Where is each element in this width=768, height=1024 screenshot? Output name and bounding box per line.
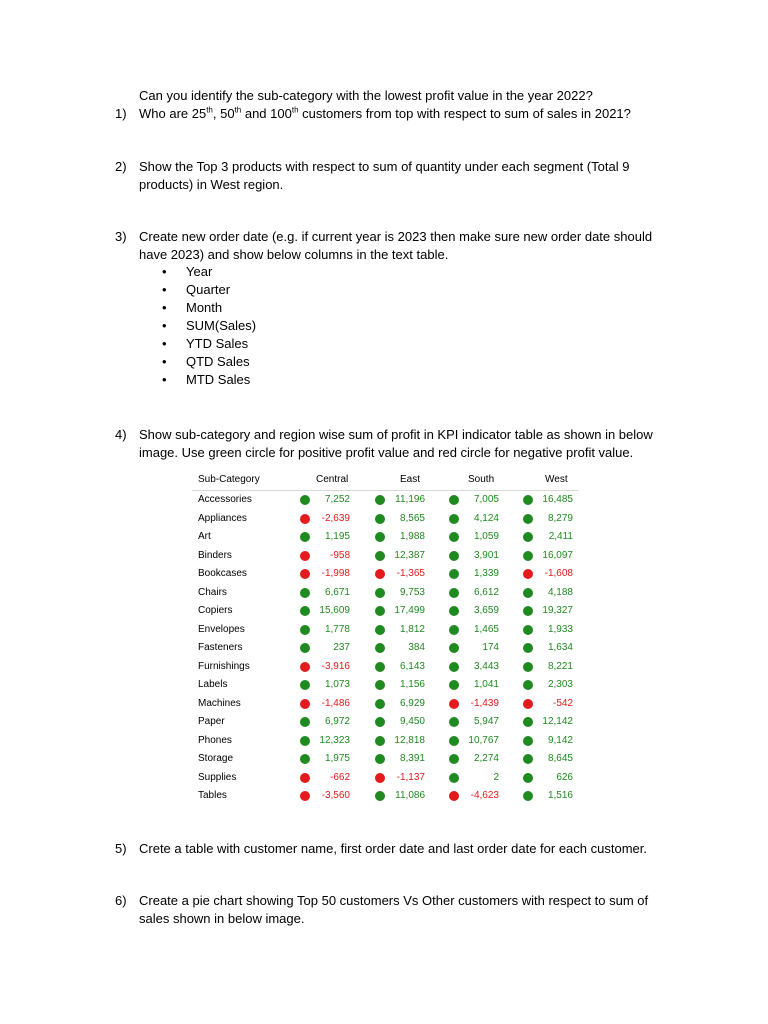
profit-cell xyxy=(523,549,583,563)
green-circle-icon xyxy=(523,717,533,727)
profit-value: 2 xyxy=(493,771,499,783)
profit-value: -3,916 xyxy=(321,660,350,672)
green-circle-icon xyxy=(375,643,385,653)
red-circle-icon xyxy=(300,662,310,672)
profit-cell xyxy=(449,771,509,785)
profit-cell xyxy=(375,586,435,600)
header-sub-category: Sub-Category xyxy=(198,474,260,485)
profit-cell xyxy=(523,715,583,729)
red-circle-icon xyxy=(449,791,459,801)
table-row xyxy=(192,510,578,529)
profit-value: 9,142 xyxy=(547,734,573,746)
header-south: South xyxy=(468,474,495,485)
green-circle-icon xyxy=(449,662,459,672)
profit-cell xyxy=(375,678,435,692)
profit-cell xyxy=(523,771,583,785)
profit-cell xyxy=(300,752,360,766)
green-circle-icon xyxy=(375,699,385,709)
profit-value: -1,365 xyxy=(396,568,425,579)
sub-category-label: Phones xyxy=(198,734,232,746)
profit-cell xyxy=(375,567,435,581)
green-circle-icon xyxy=(375,532,385,542)
profit-cell xyxy=(449,586,509,600)
profit-value: 1,634 xyxy=(547,642,573,653)
green-circle-icon xyxy=(449,495,459,505)
profit-cell xyxy=(300,586,360,600)
green-circle-icon xyxy=(375,606,385,616)
profit-cell xyxy=(375,660,435,674)
q6-number: 6) xyxy=(115,893,127,908)
green-circle-icon xyxy=(523,606,533,616)
profit-cell xyxy=(375,493,435,507)
green-circle-icon xyxy=(300,736,310,746)
profit-cell xyxy=(523,512,583,526)
profit-value: 1,975 xyxy=(324,753,350,764)
table-row xyxy=(192,769,578,788)
profit-value: -958 xyxy=(329,549,350,561)
sub-category-label: Machines xyxy=(198,697,241,709)
green-circle-icon xyxy=(523,736,533,746)
profit-value: -2,639 xyxy=(321,512,350,524)
profit-cell xyxy=(300,549,360,563)
profit-cell xyxy=(375,789,435,803)
q1-number: 1) xyxy=(115,106,127,121)
green-circle-icon xyxy=(449,606,459,616)
sub-category-label: Appliances xyxy=(198,512,247,524)
green-circle-icon xyxy=(449,569,459,579)
profit-value: 3,659 xyxy=(473,605,499,616)
profit-value: 17,499 xyxy=(394,605,425,616)
profit-value: 19,327 xyxy=(542,605,573,616)
table-row xyxy=(192,732,578,751)
profit-cell xyxy=(375,641,435,655)
profit-cell xyxy=(449,678,509,692)
profit-value: 8,391 xyxy=(399,753,425,764)
green-circle-icon xyxy=(300,588,310,598)
profit-cell xyxy=(300,567,360,581)
green-circle-icon xyxy=(449,532,459,542)
profit-cell xyxy=(375,604,435,618)
profit-cell xyxy=(375,752,435,766)
kpi-indicator-table xyxy=(192,472,578,806)
bullet-icon: • xyxy=(162,372,167,387)
green-circle-icon xyxy=(300,643,310,653)
green-circle-icon xyxy=(523,495,533,505)
profit-cell xyxy=(300,530,360,544)
red-circle-icon xyxy=(300,514,310,524)
q2-number: 2) xyxy=(115,159,127,174)
profit-cell xyxy=(523,752,583,766)
green-circle-icon xyxy=(449,643,459,653)
profit-cell xyxy=(523,789,583,803)
profit-value: 3,443 xyxy=(473,660,499,672)
bullet-icon: • xyxy=(162,282,167,297)
profit-value: 1,156 xyxy=(399,679,425,690)
profit-cell xyxy=(375,697,435,711)
profit-value: 16,485 xyxy=(542,494,573,505)
profit-cell xyxy=(523,660,583,674)
sub-category-label: Accessories xyxy=(198,494,252,505)
green-circle-icon xyxy=(523,791,533,801)
profit-cell xyxy=(375,771,435,785)
profit-value: -1,137 xyxy=(396,771,425,783)
profit-value: 1,465 xyxy=(473,623,499,635)
table-row xyxy=(192,639,578,658)
table-row xyxy=(192,602,578,621)
profit-cell xyxy=(449,549,509,563)
profit-cell xyxy=(375,715,435,729)
profit-cell xyxy=(523,493,583,507)
green-circle-icon xyxy=(375,625,385,635)
profit-value: 1,812 xyxy=(399,623,425,635)
green-circle-icon xyxy=(523,754,533,764)
q1-text: Who are 25th, 50th and 100th customers from top with respect to sum of sales in 2021? xyxy=(139,105,631,121)
q3-line1: Create new order date (e.g. if current year is 2023 then make sure new order date should xyxy=(139,229,653,244)
profit-value: 12,818 xyxy=(394,734,425,746)
profit-value: 7,005 xyxy=(473,494,499,505)
green-circle-icon xyxy=(523,551,533,561)
kpi-table-body xyxy=(192,491,578,806)
profit-value: 2,274 xyxy=(473,753,499,764)
q3-number: 3) xyxy=(115,229,127,244)
bullet-icon: • xyxy=(162,354,167,369)
profit-cell xyxy=(523,641,583,655)
q6-line1: Create a pie chart showing Top 50 customers Vs Other customers with respect to sum of xyxy=(139,893,649,908)
green-circle-icon xyxy=(523,514,533,524)
red-circle-icon xyxy=(375,773,385,783)
table-row xyxy=(192,528,578,547)
green-circle-icon xyxy=(375,588,385,598)
profit-value: -1,998 xyxy=(321,568,350,579)
green-circle-icon xyxy=(523,662,533,672)
profit-value: 16,097 xyxy=(542,549,573,561)
q2-line2: products) in West region. xyxy=(139,177,284,192)
table-row xyxy=(192,584,578,603)
profit-cell xyxy=(449,623,509,637)
profit-value: 10,767 xyxy=(468,734,499,746)
profit-cell xyxy=(449,734,509,748)
green-circle-icon xyxy=(449,588,459,598)
sub-category-label: Envelopes xyxy=(198,623,245,635)
q6-line2: sales shown in below image. xyxy=(139,911,305,926)
red-circle-icon xyxy=(300,569,310,579)
profit-value: 2,303 xyxy=(547,679,573,690)
red-circle-icon xyxy=(375,569,385,579)
profit-cell xyxy=(300,789,360,803)
profit-cell xyxy=(300,734,360,748)
profit-value: 1,933 xyxy=(547,623,573,635)
green-circle-icon xyxy=(375,514,385,524)
profit-cell xyxy=(449,789,509,803)
profit-cell xyxy=(375,512,435,526)
green-circle-icon xyxy=(300,680,310,690)
profit-value: 174 xyxy=(482,642,499,653)
green-circle-icon xyxy=(300,606,310,616)
red-circle-icon xyxy=(300,699,310,709)
green-circle-icon xyxy=(449,680,459,690)
sub-category-label: Labels xyxy=(198,679,228,690)
green-circle-icon xyxy=(375,680,385,690)
profit-value: -1,608 xyxy=(544,568,573,579)
table-row xyxy=(192,787,578,806)
green-circle-icon xyxy=(523,680,533,690)
profit-value: 11,086 xyxy=(395,790,425,801)
green-circle-icon xyxy=(375,754,385,764)
green-circle-icon xyxy=(449,514,459,524)
green-circle-icon xyxy=(300,754,310,764)
profit-value: 626 xyxy=(556,771,573,783)
profit-cell xyxy=(523,586,583,600)
table-row xyxy=(192,621,578,640)
profit-value: 8,221 xyxy=(547,660,573,672)
profit-cell xyxy=(449,752,509,766)
profit-cell xyxy=(375,734,435,748)
table-row xyxy=(192,565,578,584)
green-circle-icon xyxy=(523,643,533,653)
profit-cell xyxy=(449,697,509,711)
green-circle-icon xyxy=(449,736,459,746)
green-circle-icon xyxy=(375,717,385,727)
profit-cell xyxy=(300,660,360,674)
red-circle-icon xyxy=(300,791,310,801)
profit-value: 1,041 xyxy=(473,679,499,690)
red-circle-icon xyxy=(300,551,310,561)
document-page: Can you identify the sub-category with the lowest profit value in the year 2022? 1) Who are 25th, 50th and 100th customers from top with respect to sum of sales in 2021? 2) Show the Top 3 products with respect to sum of quantity under each segment (Total 9 products) in West region. 3) Create new order date (e.g. if current year is 2023 then make sure new order date should have 2023) and show below columns in the text table. • Year • Quarter • Month • SUM(Sales) • YTD Sales • QTD Sales • MTD Sales 4) Show sub-category and region wise sum of profit in KPI indicator table as shown in below image. Use green circle for positive profit value and red circle for negative profit value. Sub-Category Central East South West Accessories 7,252 11,196 7,005 16,485 Appliances -2,639 8,565 4,124 8,279 Art 1,195 1,988 1,059 2,411 Binders -958 12,387 3,901 16,097 Bookcases -1,998 -1,365 1,339 -1,608 Chairs 6,671 9,753 6,612 4,188 Copiers 15,609 17,499 3,659 19,327 Envelopes 1,778 1,812 1,465 1,933 Fasteners 237 384 174 1,634 Furnishings -3,916 6,143 3,443 8,221 Labels 1,073 1,156 1,041 2,303 Machines -1,486 6,929 -1,439 -542 Paper 6,972 9,450 5,947 12,142 Phones 12,323 12,818 10,767 9,142 Storage 1,975 8,391 2,274 8,645 Supplies -662 -1,137 2 626 Tables -3,560 11,086 -4,623 1,516 5) Crete a table with customer name, first order date and last order date for each customer. 6) Create a pie chart showing Top 50 customers Vs Other customers with respect to sum of sales shown in below image. xyxy=(115,88,653,926)
profit-value: 3,901 xyxy=(473,549,499,561)
table-row xyxy=(192,491,578,510)
profit-cell xyxy=(375,623,435,637)
profit-cell xyxy=(300,678,360,692)
table-row xyxy=(192,750,578,769)
green-circle-icon xyxy=(300,625,310,635)
profit-value: 384 xyxy=(408,642,425,653)
profit-value: 6,671 xyxy=(324,586,350,598)
green-circle-icon xyxy=(449,551,459,561)
profit-cell xyxy=(300,623,360,637)
profit-cell xyxy=(449,493,509,507)
profit-value: 1,778 xyxy=(324,623,350,635)
green-circle-icon xyxy=(449,754,459,764)
profit-cell xyxy=(523,604,583,618)
green-circle-icon xyxy=(523,773,533,783)
profit-value: 12,323 xyxy=(319,734,350,746)
green-circle-icon xyxy=(375,662,385,672)
q4-line1: Show sub-category and region wise sum of profit in KPI indicator table as shown in below xyxy=(139,427,653,442)
profit-cell xyxy=(300,604,360,618)
profit-value: 1,073 xyxy=(324,679,350,690)
profit-cell xyxy=(300,697,360,711)
green-circle-icon xyxy=(300,717,310,727)
profit-value: 1,516 xyxy=(547,790,573,801)
profit-value: 1,195 xyxy=(324,531,350,542)
sub-category-label: Art xyxy=(198,531,211,542)
profit-cell xyxy=(300,512,360,526)
profit-value: -542 xyxy=(552,697,573,709)
profit-cell xyxy=(523,623,583,637)
profit-cell xyxy=(300,493,360,507)
profit-cell xyxy=(523,734,583,748)
profit-value: 8,645 xyxy=(547,753,573,764)
table-row xyxy=(192,695,578,714)
red-circle-icon xyxy=(523,699,533,709)
green-circle-icon xyxy=(300,495,310,505)
profit-cell xyxy=(523,567,583,581)
profit-value: 2,411 xyxy=(548,531,573,542)
bullet-icon: • xyxy=(162,318,167,333)
green-circle-icon xyxy=(375,495,385,505)
profit-value: -662 xyxy=(329,771,350,783)
green-circle-icon xyxy=(449,773,459,783)
table-row xyxy=(192,547,578,566)
profit-value: 1,988 xyxy=(399,531,425,542)
profit-cell xyxy=(449,641,509,655)
profit-cell xyxy=(375,530,435,544)
profit-value: 9,753 xyxy=(399,586,425,598)
red-circle-icon xyxy=(300,773,310,783)
profit-value: 9,450 xyxy=(399,716,425,727)
sub-category-label: Fasteners xyxy=(198,642,243,653)
profit-value: 4,124 xyxy=(473,512,499,524)
profit-value: -1,486 xyxy=(321,697,350,709)
profit-value: 4,188 xyxy=(547,586,573,598)
sub-category-label: Tables xyxy=(198,790,227,801)
profit-value: 6,972 xyxy=(324,716,350,727)
green-circle-icon xyxy=(449,625,459,635)
profit-cell xyxy=(375,549,435,563)
sub-category-label: Storage xyxy=(198,753,234,764)
green-circle-icon xyxy=(375,551,385,561)
table-row xyxy=(192,713,578,732)
header-west: West xyxy=(545,474,568,485)
profit-cell xyxy=(449,715,509,729)
profit-value: 5,947 xyxy=(473,716,499,727)
q4-number: 4) xyxy=(115,427,127,442)
sub-category-label: Chairs xyxy=(198,586,227,598)
kpi-table-header xyxy=(192,472,578,491)
profit-value: 1,059 xyxy=(473,531,499,542)
profit-value: 11,196 xyxy=(395,494,425,505)
sub-category-label: Furnishings xyxy=(198,660,250,672)
profit-value: 7,252 xyxy=(324,494,350,505)
profit-cell xyxy=(449,512,509,526)
profit-cell xyxy=(300,715,360,729)
sub-category-label: Binders xyxy=(198,549,232,561)
green-circle-icon xyxy=(449,717,459,727)
green-circle-icon xyxy=(375,736,385,746)
profit-value: -3,560 xyxy=(321,790,350,801)
profit-value: 6,929 xyxy=(399,697,425,709)
green-circle-icon xyxy=(375,791,385,801)
profit-cell xyxy=(449,530,509,544)
q3-line2: have 2023) and show below columns in the text table. xyxy=(139,247,449,262)
header-east: East xyxy=(400,474,421,485)
bullet-icon: • xyxy=(162,300,167,315)
sub-category-label: Copiers xyxy=(198,605,233,616)
red-circle-icon xyxy=(523,569,533,579)
profit-value: -1,439 xyxy=(470,697,499,709)
q5-number: 5) xyxy=(115,841,127,856)
green-circle-icon xyxy=(523,532,533,542)
profit-value: 237 xyxy=(333,642,350,653)
green-circle-icon xyxy=(523,588,533,598)
sub-category-label: Bookcases xyxy=(198,568,247,579)
profit-value: 8,279 xyxy=(547,512,573,524)
q5-text: Crete a table with customer name, first order date and last order date for each customer. xyxy=(139,841,647,856)
profit-cell xyxy=(523,697,583,711)
red-circle-icon xyxy=(449,699,459,709)
table-row xyxy=(192,658,578,677)
profit-value: 6,612 xyxy=(473,586,499,598)
profit-cell xyxy=(449,604,509,618)
profit-value: -4,623 xyxy=(470,790,499,801)
table-row xyxy=(192,676,578,695)
q4-line2: image. Use green circle for positive profit value and red circle for negative profit value. xyxy=(139,445,634,460)
sub-category-label: Supplies xyxy=(198,771,237,783)
profit-value: 12,142 xyxy=(542,716,573,727)
q2-line1: Show the Top 3 products with respect to sum of quantity under each segment (Total 9 xyxy=(139,159,630,174)
profit-cell xyxy=(449,567,509,581)
header-central: Central xyxy=(316,474,349,485)
profit-value: 1,339 xyxy=(473,568,499,579)
profit-cell xyxy=(300,641,360,655)
profit-cell xyxy=(523,678,583,692)
bullet-icon: • xyxy=(162,336,167,351)
profit-value: 6,143 xyxy=(399,660,425,672)
profit-value: 12,387 xyxy=(394,549,425,561)
profit-cell xyxy=(523,530,583,544)
profit-value: 15,609 xyxy=(319,605,350,616)
intro-question: Can you identify the sub-category with the lowest profit value in the year 2022? xyxy=(139,88,593,103)
profit-value: 8,565 xyxy=(399,512,425,524)
profit-cell xyxy=(300,771,360,785)
bullet-icon: • xyxy=(162,264,167,279)
green-circle-icon xyxy=(523,625,533,635)
profit-cell xyxy=(449,660,509,674)
sub-category-label: Paper xyxy=(198,716,225,727)
green-circle-icon xyxy=(300,532,310,542)
